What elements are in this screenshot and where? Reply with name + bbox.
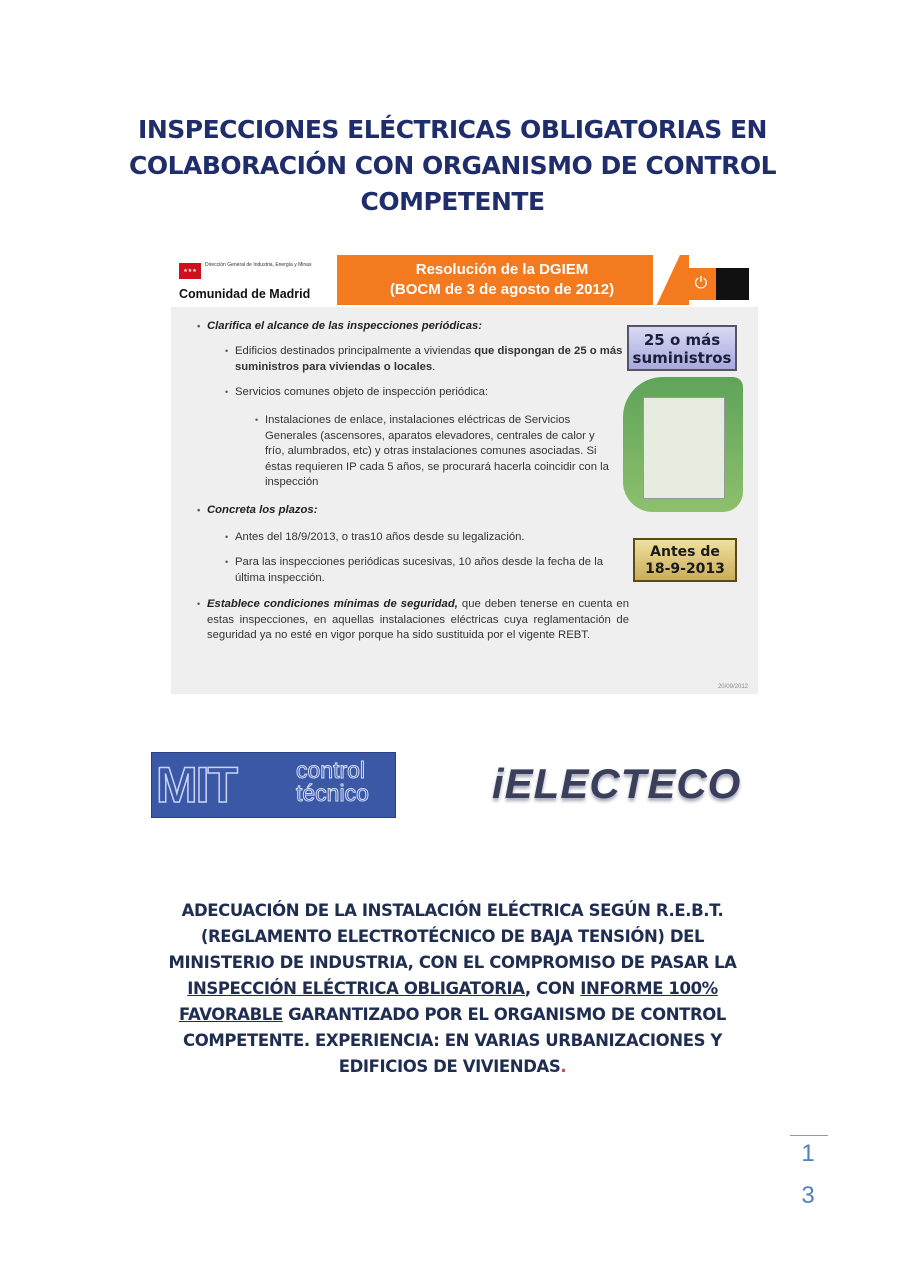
power-icon: ⏻ [686,268,716,300]
slide-header [171,255,758,307]
slide-title-line1: Resolución de la DGIEM [415,261,589,278]
text-bold: Establece condiciones mínimas de seguridad, [207,598,458,610]
text: GARANTIZADO POR EL ORGANISMO DE CONTROL COMPETENTE. EXPERIENCIA: EN VARIAS URBANIZACIONES Y EDIFICIOS DE VIVIENDAS [183,1005,727,1076]
mit-text: MIT [156,757,237,813]
page-title: INSPECCIONES ELÉCTRICAS OBLIGATORIAS EN COLABORACIÓN CON ORGANISMO DE CONTROL COMPETENTE [128,115,776,216]
slide-image [171,255,758,694]
slide-title-banner [337,255,667,305]
building-icon [643,397,725,499]
logo-subtitle: Dirección General de Industria, Energía y Minas [205,262,312,268]
text: . [432,360,436,373]
bottom-statement [150,898,755,1080]
a-logo-icon [653,255,689,305]
badge-line1: Antes de [650,544,720,560]
bullet-edificios [235,344,625,375]
bullet-sucesivas: • Para las inspecciones periódicas sucesivas, 10 años desde la fecha de la última inspección. [235,555,630,586]
page-number-digit2: 3 [801,1182,815,1209]
slide-title-line2: (BOCM de 3 de agosto de 2012) [389,281,615,298]
underlined-text: INSPECCIÓN ELÉCTRICA OBLIGATORIA [187,979,525,998]
bullet-plazos: • Concreta los plazos: [207,503,317,519]
text: , CON [524,979,581,998]
text-bold: que dispongan de 25 o más suministros para viviendas o locales [235,345,623,373]
bullet-condiciones [207,597,629,644]
madrid-flag-icon: ★★★ [179,263,201,279]
page-number-digit1: 1 [801,1140,815,1167]
bullet-instalaciones: • Instalaciones de enlace, instalaciones eléctricas de Servicios Generales (ascensores, aparatos elevadores, centrales de calor y frío, alumbrados, etc) y otras instalaciones comunes asociadas. Si éstas requieren IP cada 5 años, se procurará hacerla coincidir con la inspección [265,413,617,491]
badge-line1: 25 o más [643,331,721,349]
building-illustration [623,377,743,512]
badge-line2: 18-9-2013 [645,561,725,577]
page-number-divider [790,1135,828,1136]
text: . [560,1057,567,1076]
text: que deben tenerse en cuenta en estas inspecciones, en aquellas instalaciones eléctricas cuya reglamentación de seguridad ya no esté en vigor porque ha sido sustituida por el vigente REBT. [207,598,630,641]
brand-logo-icon [716,268,749,300]
text: Edificios destinados principalmente a viviendas [235,345,475,357]
underlined-text: INFORME 100% FAVORABLE [178,979,718,1024]
bullet-clarifica: • Clarifica el alcance de las inspecciones periódicas: [207,319,482,335]
mit-line1: control [296,757,366,783]
slide-date: 20/09/2012 [717,684,748,690]
electeco-logo: iELECTECO [492,760,742,807]
badge-line2: suministros [632,349,732,367]
suministros-badge [627,325,737,371]
deadline-badge [633,538,737,582]
mit-line2: técnico [296,780,369,806]
text: ADECUACIÓN DE LA INSTALACIÓN ELÉCTRICA SEGÚN R.E.B.T. (REGLAMENTO ELECTROTÉCNICO DE BAJA TENSIÓN) DEL MINISTERIO DE INDUSTRIA, CON EL COMPROMISO DE PASAR LA [168,901,737,972]
comunidad-madrid-logo [179,261,339,305]
mit-control-tecnico-logo [151,752,396,818]
bullet-servicios: • Servicios comunes objeto de inspección periódica: [235,385,488,401]
mit-subtext [296,759,369,805]
logo-name: Comunidad de Madrid [179,287,311,301]
bullet-antes: • Antes del 18/9/2013, o tras10 años desde su legalización. [235,530,525,546]
